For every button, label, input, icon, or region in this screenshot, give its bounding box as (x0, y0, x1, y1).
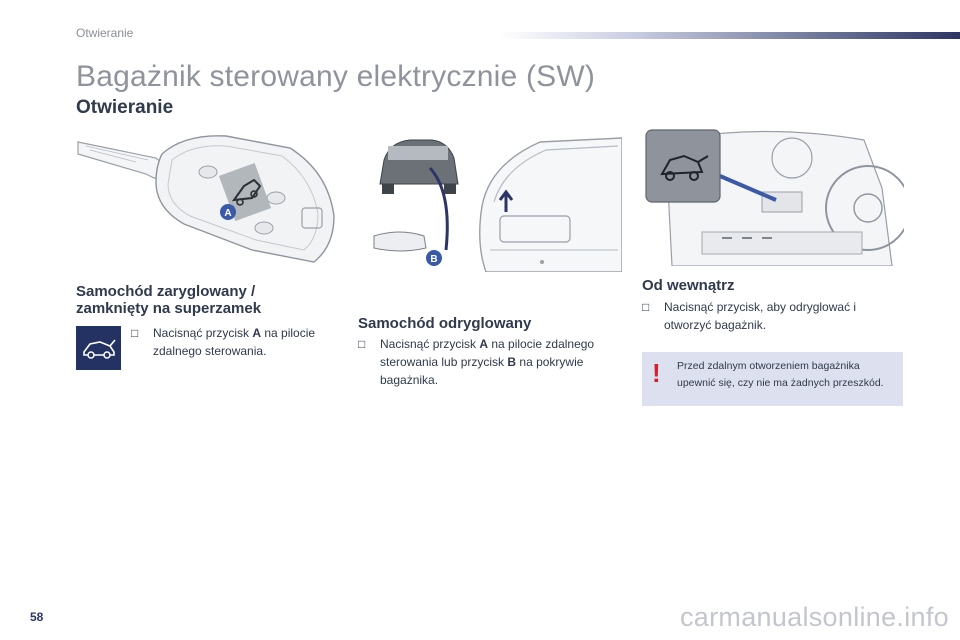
bullet-icon: □ (131, 326, 139, 340)
warning-box (642, 352, 903, 406)
watermark: carmanualsonline.info (680, 602, 949, 632)
locked-heading-line1: Samochód zaryglowany / (76, 283, 256, 300)
unlocked-instruction: □ Nacisnąć przycisk A na pilocie zdalnego sterowania lub przycisk B na pokrywie bagażnika. (358, 337, 595, 387)
inside-instruction: □ Nacisnąć przycisk, aby odryglować i otworzyć bagażnik. (642, 300, 857, 332)
header-bar (500, 32, 960, 39)
locked-instruction: □ Nacisnąć przycisk A na pilocie zdalnego sterowania. (131, 326, 316, 358)
warning-text: Przed zdalnym otworzeniem bagażnika upewnić się, czy nie ma żadnych przeszkód. (677, 360, 884, 389)
callout-a-label: A (224, 208, 232, 219)
unlocked-heading: Samochód odryglowany (358, 315, 532, 332)
trunk-open-icon (76, 326, 121, 370)
key-fob-illustration (76, 128, 338, 268)
page-number: 58 (30, 610, 44, 624)
locked-heading-line2: zamknięty na superzamek (76, 300, 262, 317)
inside-heading: Od wewnątrz (642, 277, 735, 294)
warning-icon: ! (652, 358, 661, 388)
bullet-icon: □ (358, 337, 366, 351)
section-subtitle: Otwieranie (76, 97, 174, 118)
car-rear-illustration (370, 132, 622, 272)
trunk-icon-box (76, 326, 121, 370)
section-tag: Otwieranie (76, 26, 134, 40)
page-title: Bagażnik sterowany elektrycznie (SW) (76, 60, 596, 93)
locked-heading (76, 283, 261, 317)
dashboard-illustration (642, 128, 904, 266)
callout-b-label: B (430, 254, 438, 265)
bullet-icon: □ (642, 300, 650, 314)
